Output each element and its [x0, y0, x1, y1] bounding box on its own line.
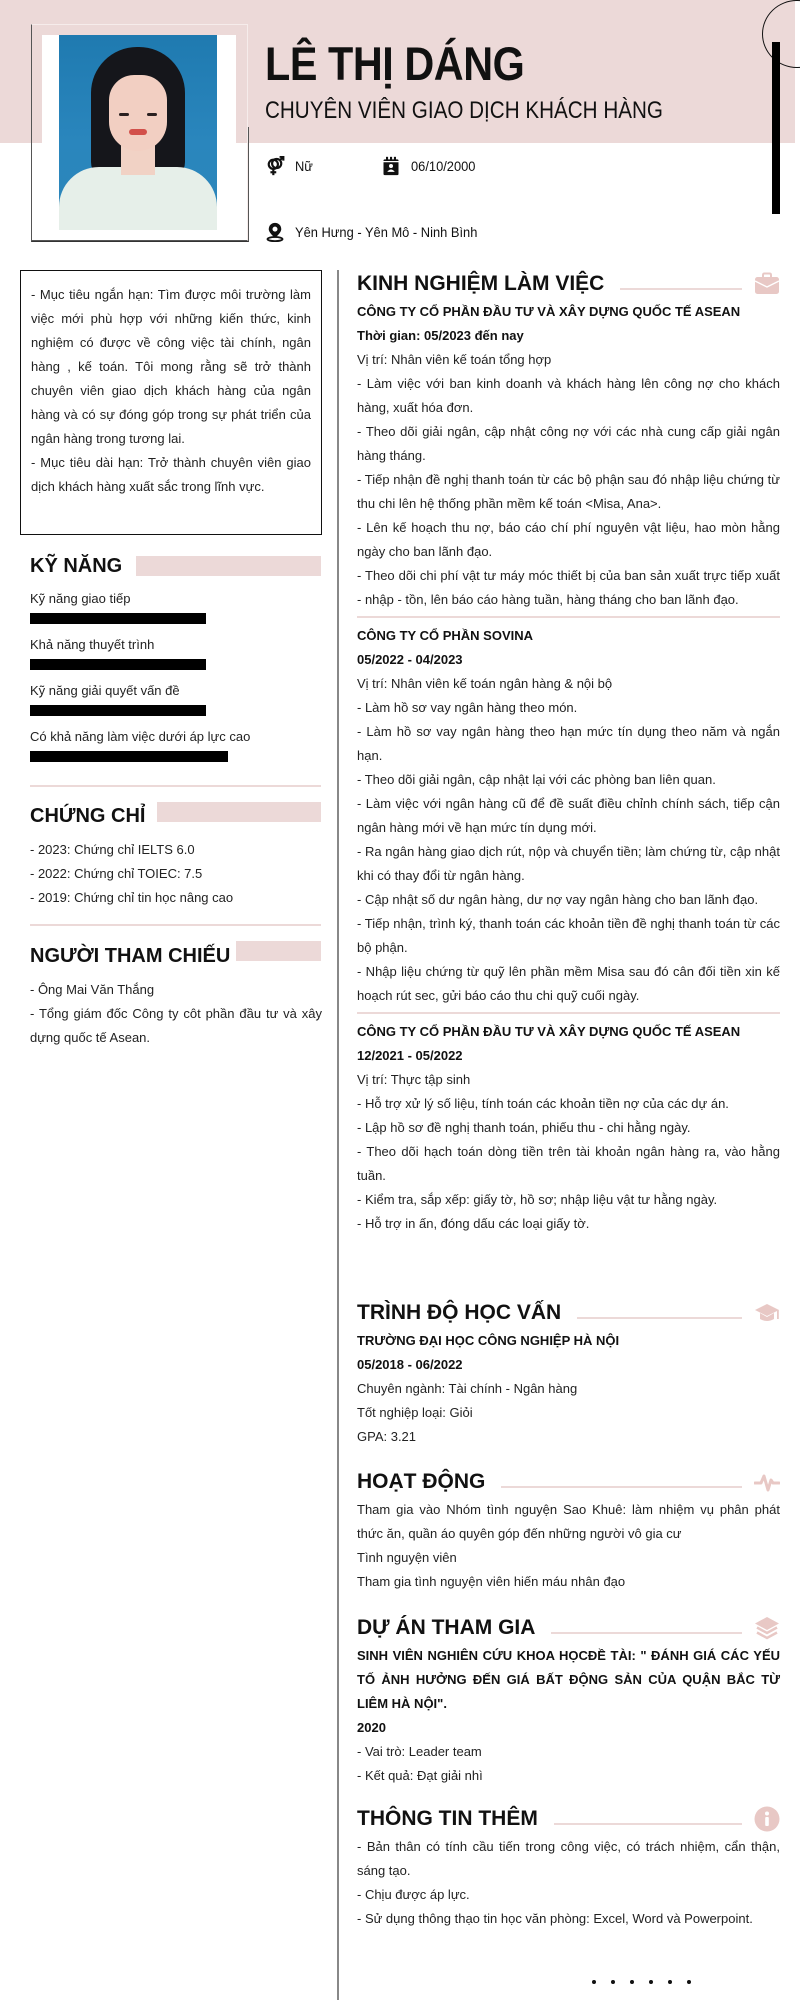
- title-line: [577, 1317, 742, 1319]
- skill-label: Có khả năng làm việc dưới áp lực cao: [30, 729, 251, 744]
- certificates-title: CHỨNG CHỈ: [30, 805, 146, 827]
- extra-info-title: THÔNG TIN THÊM: [357, 1807, 538, 1830]
- column-divider: [337, 270, 339, 2000]
- job-task: - Ra ngân hàng giao dịch rút, nộp và chuyển tiền; làm chứng từ, cập nhật khi có thay đổi từ ngân hàng.: [357, 844, 780, 883]
- projects-section: [357, 1612, 780, 1788]
- education-line: Chuyên ngành: Tài chính - Ngân hàng: [357, 1381, 578, 1396]
- job-divider: [357, 616, 780, 618]
- job-period: Thời gian: 05/2023 đến nay: [357, 328, 524, 343]
- skill-bar: [30, 613, 206, 624]
- education-period: 05/2018 - 06/2022: [357, 1357, 463, 1372]
- education-line: Tốt nghiệp loại: Giỏi: [357, 1405, 473, 1420]
- job-task: - Theo dõi chi phí vật tư máy móc thiết bị của ban sản xuất trực tiếp xuất - nhập - tồn, lên báo cáo hàng tuần, hàng tháng cho ban lãnh đạo.: [357, 568, 780, 607]
- job-period: 05/2022 - 04/2023: [357, 652, 463, 667]
- job-task: - Cập nhật số dư ngân hàng, dư nợ vay ngân hàng cho ban lãnh đạo.: [357, 892, 759, 907]
- job-task: - Lên kế hoạch thu nợ, báo cáo chí phí nguyên vật liệu, hao mòn hằng ngày cho ban lãnh đạo.: [357, 520, 780, 559]
- experience-section: [357, 268, 780, 1236]
- activity-line: Tham gia vào Nhóm tình nguyện Sao Khuê: làm nhiệm vụ phân phát thức ăn, quần áo quyên góp đến những người vô gia cư: [357, 1502, 780, 1541]
- project-line: - Vai trò: Leader team: [357, 1744, 482, 1759]
- location-pin-icon: [265, 222, 285, 242]
- skill-label: Kỹ năng giao tiếp: [30, 591, 131, 606]
- extra-info-section: [357, 1803, 780, 1931]
- school-name: TRƯỜNG ĐẠI HỌC CÔNG NGHIỆP HÀ NỘI: [357, 1333, 620, 1348]
- birthday-value: 06/10/2000: [411, 158, 476, 174]
- job-task: - Làm việc với ban kinh doanh và khách hàng lên công nợ cho khách hàng, xuất hóa đơn.: [357, 376, 780, 415]
- candidate-title: CHUYÊN VIÊN GIAO DỊCH KHÁCH HÀNG: [265, 97, 663, 124]
- section-divider: [30, 785, 321, 787]
- career-objective: [20, 270, 322, 535]
- education-line: GPA: 3.21: [357, 1429, 417, 1444]
- education-section: [357, 1297, 780, 1449]
- job-task: - Làm việc với ngân hàng cũ để đề suất điều chỉnh chính sách, tiếp cận ngân hàng mới về hạn mức tín dụng mới.: [357, 796, 780, 835]
- calendar-icon: [381, 156, 401, 176]
- references-title: NGƯỜI THAM CHIẾU: [30, 945, 231, 967]
- skill-bar: [30, 659, 206, 670]
- certificate-item: - 2023: Chứng chỉ IELTS 6.0: [30, 842, 195, 857]
- education-title: TRÌNH ĐỘ HỌC VẤN: [357, 1301, 562, 1324]
- job-task: - Tiếp nhận đề nghị thanh toán từ các bộ phận sau đó nhập liệu chứng từ thu chi lên hệ thống phần mềm kế toán <Misa, Ana>.: [357, 472, 780, 511]
- job-task: - Theo dõi giải ngân, cập nhật công nợ với các nhà cung cấp giải ngân hàng tháng.: [357, 424, 780, 463]
- job-company: CÔNG TY CỔ PHẦN SOVINA: [357, 628, 534, 643]
- gender-info: [265, 156, 314, 176]
- project-name: SINH VIÊN NGHIÊN CỨU KHOA HỌCĐỀ TÀI: " ĐÁNH GIÁ CÁC YẾU TỐ ẢNH HƯỞNG ĐẾN GIÁ BẤT ĐỘNG SẢN CỦA QUẬN BẮC TỪ LIÊM HÀ NỘI".: [357, 1648, 780, 1711]
- extra-info-line: - Bản thân có tính cầu tiến trong công việc, có trách nhiệm, cẩn thận, sáng tạo.: [357, 1839, 780, 1878]
- job-period: 12/2021 - 05/2022: [357, 1048, 463, 1063]
- job-task: - Theo dõi giải ngân, cập nhật lại với các phòng ban liên quan.: [357, 772, 716, 787]
- job-task: - Kiểm tra, sắp xếp: giấy tờ, hồ sơ; nhập liệu vật tư hằng ngày.: [357, 1192, 718, 1207]
- extra-info-line: - Sử dụng thông thạo tin học văn phòng: Excel, Word và Powerpoint.: [357, 1911, 753, 1926]
- info-icon: [754, 1806, 780, 1832]
- address-info: [265, 222, 493, 242]
- layers-icon: [754, 1615, 780, 1641]
- birthday-info: [381, 156, 481, 176]
- job-task: - Tiếp nhận, trình ký, thanh toán các khoản tiền đề nghị thanh toán từ các bộ phận.: [357, 916, 780, 955]
- skills-title-accent: [136, 556, 321, 576]
- gender-value: Nữ: [295, 158, 313, 174]
- section-divider: [30, 924, 321, 926]
- job-company: CÔNG TY CỔ PHẦN ĐẦU TƯ VÀ XÂY DỰNG QUỐC TẾ ASEAN: [357, 304, 741, 319]
- references-title-accent: [236, 941, 321, 961]
- job-company: CÔNG TY CỔ PHẦN ĐẦU TƯ VÀ XÂY DỰNG QUỐC TẾ ASEAN: [357, 1024, 741, 1039]
- title-line: [620, 288, 742, 290]
- skills-title: KỸ NĂNG: [30, 555, 123, 577]
- activity-line: Tình nguyện viên: [357, 1550, 457, 1565]
- job-task: - Nhập liệu chứng từ quỹ lên phần mềm Misa sau đó cân đối tiền xin kế hoạch rút sec, gửi báo cáo thu chi quỹ cuối ngày.: [357, 964, 780, 1003]
- title-line: [501, 1486, 742, 1488]
- avatar-photo: [59, 35, 217, 230]
- projects-title: DỰ ÁN THAM GIA: [357, 1616, 536, 1639]
- briefcase-icon: [754, 271, 780, 297]
- skill-label: Kỹ năng giải quyết vấn đề: [30, 683, 180, 698]
- skill-label: Khả năng thuyết trình: [30, 637, 155, 652]
- reference-item: - Ông Mai Văn Thắng: [30, 982, 155, 997]
- project-year: 2020: [357, 1720, 386, 1735]
- job-task: - Lập hồ sơ đề nghị thanh toán, phiếu thu - chi hằng ngày.: [357, 1120, 691, 1135]
- certificate-item: - 2019: Chứng chỉ tin học nâng cao: [30, 890, 234, 905]
- job-task: - Hỗ trợ in ấn, đóng dấu các loại giấy tờ.: [357, 1216, 590, 1231]
- skill-bar: [30, 705, 206, 716]
- job-task: - Làm hồ sơ vay ngân hàng theo hạn mức tín dụng theo năm và ngắn hạn.: [357, 724, 780, 763]
- job-position: Vị trí: Thực tập sinh: [357, 1072, 471, 1087]
- job-divider: [357, 1012, 780, 1014]
- project-line: - Kết quả: Đạt giải nhì: [357, 1768, 483, 1783]
- activities-section: [357, 1466, 780, 1594]
- experience-title: KINH NGHIỆM LÀM VIỆC: [357, 272, 605, 295]
- decorative-dots: [592, 1980, 691, 1984]
- decorative-bar: [772, 42, 780, 214]
- title-line: [551, 1632, 742, 1634]
- job-position: Vị trí: Nhân viên kế toán ngân hàng & nội bộ: [357, 676, 613, 691]
- title-line: [554, 1823, 742, 1825]
- references-list: [30, 978, 322, 1050]
- reference-item: - Tổng giám đốc Công ty côt phần đầu tư và xây dựng quốc tế Asean.: [30, 1006, 322, 1045]
- candidate-name: LÊ THỊ DÁNG: [265, 37, 525, 90]
- extra-info-line: - Chịu được áp lực.: [357, 1887, 470, 1902]
- objective-short-term: - Mục tiêu ngắn hạn: Tìm được môi trường làm việc mới phù hợp với những kiến thức, kinh nghiệm có được về công việc tài chính, ngân hàng , kế toán. Tôi mong rằng sẽ trở thành chuyên viên giao dịch khách hàng của ngân hàng và có sự đóng góp trong sự phát triển của ngân hàng trong tương lai.: [31, 287, 311, 446]
- objective-long-term: - Mục tiêu dài hạn: Trở thành chuyên viên giao dịch khách hàng xuất sắc trong lĩnh vực.: [31, 455, 311, 494]
- job-position: Vị trí: Nhân viên kế toán tổng hợp: [357, 352, 552, 367]
- gender-icon: [265, 156, 285, 176]
- job-task: - Làm hồ sơ vay ngân hàng theo món.: [357, 700, 578, 715]
- certificates-title-accent: [157, 802, 321, 822]
- certificates-list: [30, 838, 322, 910]
- graduation-cap-icon: [754, 1300, 780, 1326]
- job-task: - Theo dõi hạch toán dòng tiền trên tài khoản ngân hàng ra, vào hằng tuần.: [357, 1144, 780, 1183]
- activity-line: Tham gia tình nguyện viên hiến máu nhân đạo: [357, 1574, 626, 1589]
- activities-title: HOẠT ĐỘNG: [357, 1470, 486, 1493]
- job-task: - Hỗ trợ xử lý số liệu, tính toán các khoản tiền nợ của các dự án.: [357, 1096, 729, 1111]
- certificate-item: - 2022: Chứng chỉ TOIEC: 7.5: [30, 866, 203, 881]
- address-value: Yên Hưng - Yên Mô - Ninh Bình: [295, 224, 478, 240]
- heartbeat-icon: [754, 1469, 780, 1495]
- skill-bar: [30, 751, 228, 762]
